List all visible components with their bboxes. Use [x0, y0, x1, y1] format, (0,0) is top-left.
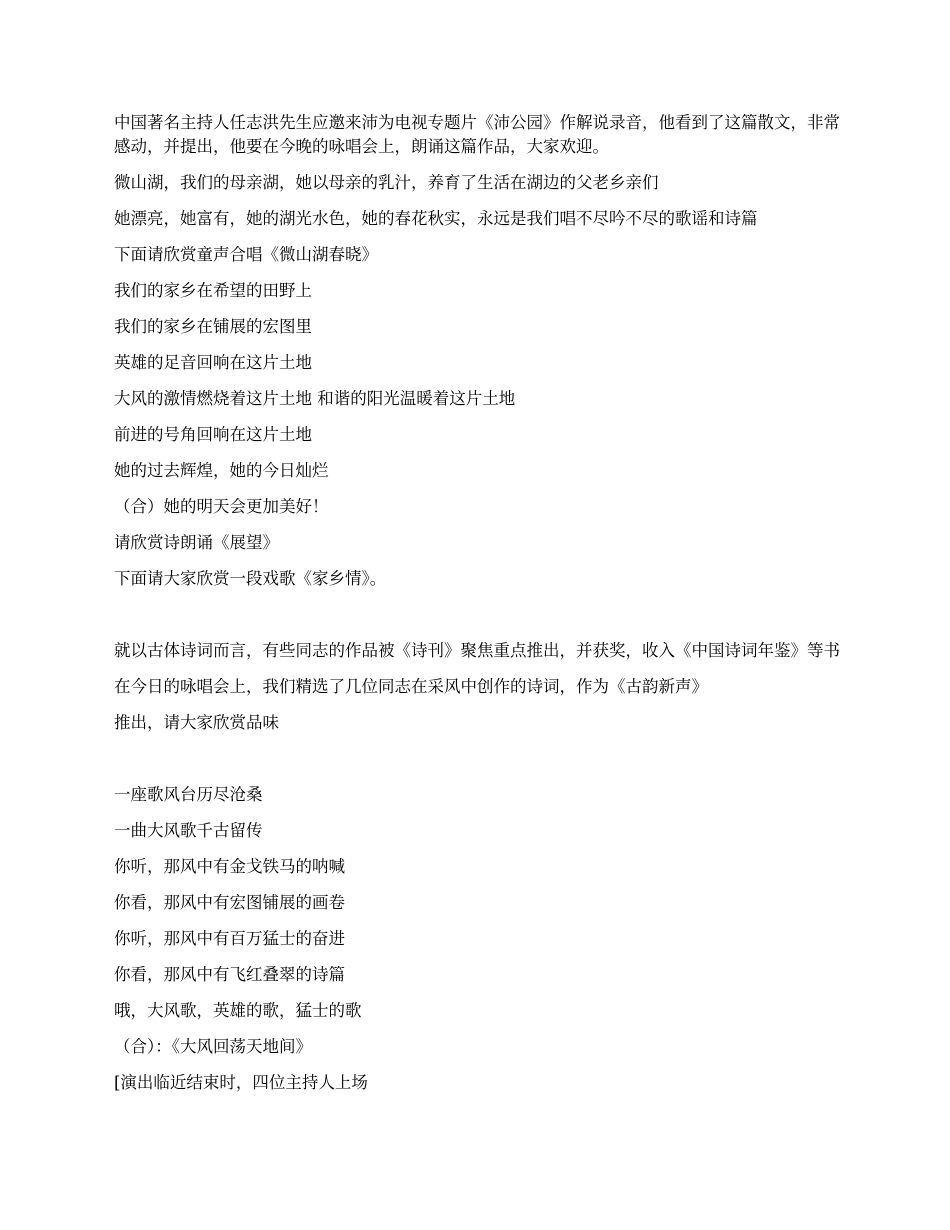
paragraph: 在今日的咏唱会上，我们精选了几位同志在采风中创作的诗词，作为《古韵新声》	[114, 677, 708, 696]
paragraph: [演出临近结束时，四位主持人上场	[114, 1073, 368, 1092]
section-spacer	[114, 747, 844, 783]
paragraph: 中国著名主持人任志洪先生应邀来沛为电视专题片《沛公园》作解说录音，他看到了这篇散文，非常感动，并提出，他要在今晚的咏唱会上，朗诵这篇作品，大家欢迎。	[114, 113, 840, 156]
paragraph: 前进的号角回响在这片土地	[114, 425, 312, 444]
paragraph: 大风的激情燃烧着这片土地 和谐的阳光温暖着这片土地	[114, 389, 516, 408]
paragraph: 我们的家乡在铺展的宏图里	[114, 317, 312, 336]
section-poetry-intro	[114, 639, 844, 735]
document-page	[114, 111, 844, 1107]
paragraph: 你听，那风中有百万猛士的奋进	[114, 929, 345, 948]
paragraph: 下面请大家欣赏一段戏歌《家乡情》。	[114, 569, 387, 588]
paragraph: 一曲大风歌千古留传	[114, 821, 263, 840]
paragraph: 你看，那风中有飞红叠翠的诗篇	[114, 965, 345, 984]
paragraph: 推出，请大家欣赏品味	[114, 713, 279, 732]
paragraph: 她的过去辉煌，她的今日灿烂	[114, 461, 329, 480]
paragraph: 我们的家乡在希望的田野上	[114, 281, 312, 300]
paragraph: （合）：《大风回荡天地间》	[114, 1037, 312, 1056]
paragraph: （合）她的明天会更加美好！	[114, 497, 329, 516]
paragraph: 你看，那风中有宏图铺展的画卷	[114, 893, 345, 912]
paragraph: 下面请欣赏童声合唱《微山湖春晓》	[114, 245, 378, 264]
section-intro	[114, 111, 844, 591]
paragraph: 你听，那风中有金戈铁马的呐喊	[114, 857, 345, 876]
section-spacer	[114, 603, 844, 639]
paragraph: 英雄的足音回响在这片土地	[114, 353, 312, 372]
paragraph: 一座歌风台历尽沧桑	[114, 785, 263, 804]
paragraph: 就以古体诗词而言，有些同志的作品被《诗刊》聚焦重点推出，并获奖，收入《中国诗词年鉴》等书	[114, 641, 840, 660]
paragraph: 请欣赏诗朗诵《展望》	[114, 533, 279, 552]
paragraph: 微山湖，我们的母亲湖，她以母亲的乳汁，养育了生活在湖边的父老乡亲们	[114, 173, 659, 192]
paragraph: 她漂亮，她富有，她的湖光水色，她的春花秋实，永远是我们唱不尽吟不尽的歌谣和诗篇	[114, 209, 758, 228]
section-dafeng-poem	[114, 783, 844, 1095]
paragraph: 哦，大风歌，英雄的歌，猛士的歌	[114, 1001, 362, 1020]
